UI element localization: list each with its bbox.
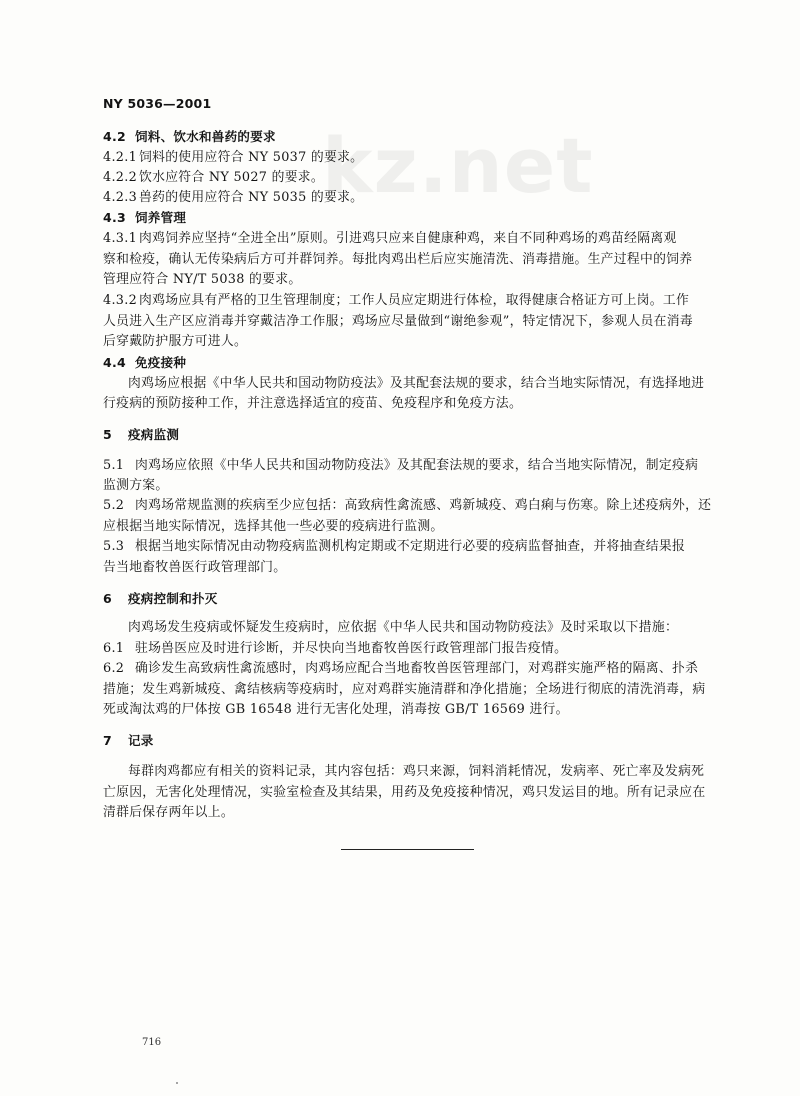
section-heading-4-4: 4.4 免疫接种 [103,355,187,370]
section-heading-5: 5 疫病监测 [103,427,180,442]
clause-6-2-line3: 死或淘汰鸡的尸体按 GB 16548 进行无害化处理，消毒按 GB/T 16569 进行。 [103,702,569,717]
clause-4-3-2-line3: 后穿戴防护服方可进人。 [103,334,248,349]
clause-4-2-2: 4.2.2 饮水应符合 NY 5027 的要求。 [103,170,324,185]
clause-4-3-2-line1: 4.3.2 肉鸡场应具有严格的卫生管理制度；工作人员应定期进行体检，取得健康合格证方可上岗。工作 [103,293,690,308]
scan-speck [176,1082,178,1084]
paragraph-7-line2: 亡原因，无害化处理情况，实验室检查及其结果，用药及免疫接种情况，鸡只发运目的地。所有记录应在 [103,785,706,800]
page-number: 716 [142,1037,162,1048]
clause-5-3-line1: 5.3 根据当地实际情况由动物疫病监测机构定期或不定期进行必要的疫病监督抽查，并将抽查结果报 [103,539,686,554]
clause-4-3-1-line3: 管理应符合 NY/T 5038 的要求。 [103,272,302,287]
paragraph-7-line1: 每群肉鸡都应有相关的资料记录，其内容包括：鸡只来源，饲料消耗情况，发病率、死亡率及发病死 [128,764,705,779]
section-heading-7: 7 记录 [103,733,154,748]
clause-5-1-line1: 5.1 肉鸡场应依照《中华人民共和国动物防疫法》及其配套法规的要求，结合当地实际情况，制定疫病 [103,458,699,473]
clause-5-1-line2: 监测方案。 [103,478,169,493]
paragraph-4-4-line1: 肉鸡场应根据《中华人民共和国动物防疫法》及其配套法规的要求，结合当地实际情况，有选择地进 [128,376,705,391]
clause-5-3-line2: 告当地畜牧兽医行政管理部门。 [103,560,287,575]
end-rule [341,849,474,850]
section-heading-4-3: 4.3 饲养管理 [103,210,187,225]
paragraph-4-4-line2: 行疫病的预防接种工作，并注意选择适宜的疫苗、免疫程序和免疫方法。 [103,396,523,411]
clause-6-2-line2: 措施；发生鸡新城疫、禽结核病等疫病时，应对鸡群实施清群和净化措施；全场进行彻底的清洗消毒，病 [103,682,706,697]
section-heading-6: 6 疫病控制和扑灭 [103,591,218,606]
clause-4-3-1-line1: 4.3.1 肉鸡饲养应坚持“全进全出”原则。引进鸡只应来自健康种鸡，来自不同种鸡场的鸡苗经隔离观 [103,231,677,246]
clause-4-3-1-line2: 察和检疫，确认无传染病后方可并群饲养。每批肉鸡出栏后应实施清洗、消毒措施。生产过程中的饲养 [103,252,693,267]
section-heading-4-2: 4.2 饲料、饮水和兽药的要求 [103,129,276,144]
paragraph-6-intro: 肉鸡场发生疫病或怀疑发生疫病时，应依据《中华人民共和国动物防疫法》及时采取以下措施： [128,620,679,635]
clause-4-3-2-line2: 人员进入生产区应消毒并穿戴洁净工作服；鸡场应尽量做到“谢绝参观”，特定情况下，参观人员在消毒 [103,314,693,329]
clause-4-2-1: 4.2.1 饲料的使用应符合 NY 5037 的要求。 [103,150,364,165]
clause-6-1: 6.1 驻场兽医应及时进行诊断，并尽快向当地畜牧兽医行政管理部门报告疫情。 [103,641,568,656]
clause-4-2-3: 4.2.3 兽药的使用应符合 NY 5035 的要求。 [103,190,364,205]
watermark: kz.net [322,121,594,210]
clause-5-2-line1: 5.2 肉鸡场常规监测的疾病至少应包括：高致病性禽流感、鸡新城疫、鸡白痢与伤寒。除上述疫病外，还 [103,498,712,513]
clause-5-2-line2: 应根据当地实际情况，选择其他一些必要的疫病进行监测。 [103,519,444,534]
paragraph-7-line3: 清群后保存两年以上。 [103,805,234,820]
clause-6-2-line1: 6.2 确诊发生高致病性禽流感时，肉鸡场应配合当地畜牧兽医管理部门，对鸡群实施严格的隔离、扑杀 [103,661,699,676]
standard-code: NY 5036—2001 [103,96,212,111]
